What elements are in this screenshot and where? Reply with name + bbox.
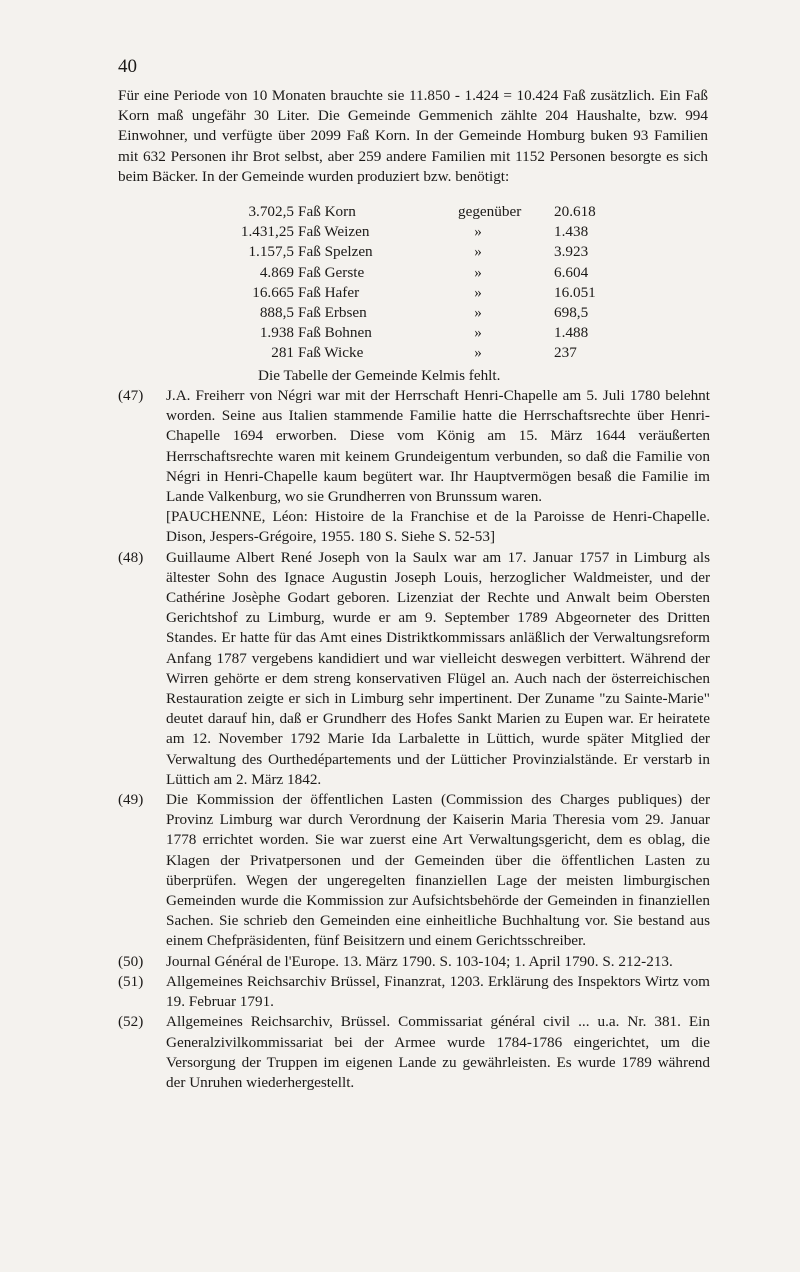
- intro-paragraph: Für eine Periode von 10 Monaten brauchte sie 11.850 - 1.424 = 10.424 Faß zusätzlich. Ein Faß Korn maß ungefähr 30 Liter. Die Gemeinde Gemmenich zählte 204 Haushalte, bzw. 994 Einwohner, und verfügte über 2099 Faß Korn. In der Gemeinde Homburg buken 93 Familien mit 632 Personen ihr Brot selbst, aber 259 andere Familien mit 1152 Personen besorgte es sich beim Bäcker. In der Gemeinde wurden produziert bzw. benötigt:: [118, 87, 708, 185]
- footnote-text: Journal Général de l'Europe. 13. März 1790. S. 103-104; 1. April 1790. S. 212-213.: [166, 952, 673, 970]
- crop-quantity: 281: [271, 344, 294, 362]
- crop-quantity: 888,5: [259, 303, 294, 321]
- crop-row: [118, 222, 708, 242]
- crop-compare: »: [474, 283, 482, 301]
- crop-value: 698,5: [554, 303, 589, 321]
- crop-row: [118, 343, 708, 363]
- footnote: [118, 972, 710, 1012]
- footnotes: [118, 386, 710, 1093]
- crop-quantity: 1.431,25: [240, 223, 294, 241]
- crop-name: Faß Korn: [298, 203, 356, 220]
- table-missing-note: Die Tabelle der Gemeinde Kelmis fehlt.: [258, 367, 501, 384]
- crop-value: 20.618: [554, 203, 596, 220]
- footnote-text: Guillaume Albert René Joseph von la Saulx war am 17. Januar 1757 in Limburg als ältester Sohn des Ignace Augustin Joseph Louis, herzoglicher Waldmeister, und der Cathérine Josèphe Godart geboren. Lizenziat der Rechte und Anwalt beim Obersten Gerichtshof zu Limburg, wurde er am 9. September 1789 Abgeorneter des Dritten Standes. Er hatte für das Amt eines Distriktkommissars anläßlich der Verwaltungsreform Anfang 1787 vergebens kandidiert und war vielleicht deswegen verbittert. Während der Wirren gehörte er dem streng konservativen Flügel an. Auch nach der österreichischen Restauration zeigte er sich in Limburg sehr impertinent. Der Zuname "zu Sainte-Marie" deutet darauf hin, daß er Grundherr des Hofes Sankt Marien zu Eupen war. Er heiratete am 12. November 1792 Marie Ida Larbalette in Lüttich, wurde später Mitglied der Verwaltung des Ourthedépartements und der Lütticher Provinzialstände. Er verstarb in Lüttich am 2. März 1842.: [166, 548, 710, 788]
- footnote: [118, 548, 710, 790]
- crop-name: Faß Spelzen: [298, 243, 373, 261]
- footnote-text: Allgemeines Reichsarchiv Brüssel, Finanzrat, 1203. Erklärung des Inspektors Wirtz vom 19. Februar 1791.: [166, 972, 710, 1011]
- crop-compare: »: [474, 223, 482, 241]
- crop-value: 3.923: [554, 243, 589, 261]
- crop-value: 6.604: [554, 263, 589, 281]
- footnote: [118, 1012, 710, 1093]
- crop-name: Faß Hafer: [298, 283, 360, 301]
- crop-compare: »: [474, 344, 482, 362]
- crop-name: Faß Erbsen: [298, 303, 367, 321]
- crop-name: Faß Wicke: [298, 344, 364, 362]
- crop-name: Faß Weizen: [298, 223, 370, 241]
- crop-row: [118, 323, 708, 343]
- crop-row: [118, 242, 708, 262]
- footnote-number: (48): [118, 548, 144, 566]
- crop-row: [118, 263, 708, 283]
- crop-value: 1.488: [554, 324, 589, 342]
- footnote-text: Allgemeines Reichsarchiv, Brüssel. Commissariat général civil ... u.a. Nr. 381. Ein Generalzivilkommissariat bei der Armee wurde 1784-1786 eingerichtet, um die Versorgung der Truppen im eigenen Lande zu gewährleisten. Es wurde 1789 während der Unruhen wiederhergestellt.: [166, 1013, 710, 1091]
- crop-quantity: 4.869: [259, 263, 294, 281]
- footnote-text: Die Kommission der öffentlichen Lasten (Commission des Charges publiques) der Provinz Limburg war durch Verordnung der Kaiserin Maria Theresia vom 29. Januar 1778 errichtet worden. Sie war zuerst eine Art Verwaltungsgericht, dem es oblag, die Klagen der Privatpersonen und der Gemeinden über die öffentlichen Lasten zu überprüfen. Wegen der ungeregelten finanziellen Lage der meisten limburgischen Gemeinden wurde die Kommission zur Aufsichtsbehörde der Gemeinden in finanziellen Sachen. Sie schrieb den Gemeinden eine einheitliche Buchhaltung vor. Sie bestand aus einem Chefpräsidenten, fünf Beisitzern und einem Gerichtsschreiber.: [166, 791, 710, 950]
- crop-row: [118, 202, 708, 222]
- crop-quantity: 1.157,5: [248, 243, 294, 261]
- crop-compare: gegenüber: [458, 203, 522, 220]
- crop-quantity: 3.702,5: [248, 203, 294, 220]
- footnote: [118, 790, 710, 952]
- crop-quantity: 16.665: [252, 283, 294, 301]
- crop-table: [118, 202, 708, 364]
- footnote: [118, 386, 710, 548]
- crop-compare: »: [474, 243, 482, 261]
- crop-compare: »: [474, 303, 482, 321]
- footnote-text: J.A. Freiherr von Négri war mit der Herrschaft Henri-Chapelle am 5. Juli 1780 belehnt worden. Seine aus Italien stammende Familie hatte die Herrschaftsrechte über Henri-Chapelle 1694 erworben. Diese vom König am 15. März 1644 veräußerten Herrschaftsrechte waren mit keinem Grundeigentum verbunden, so daß die Familie von Négri in Henri-Chapelle kaum begütert war. Ihr Hauptvermögen besaß die Familie im Lande Valkenburg, wo sie Grundherren von Brunssum waren.: [166, 387, 710, 506]
- crop-row: [118, 303, 708, 323]
- footnote-number: (52): [118, 1013, 144, 1031]
- footnote-number: (49): [118, 791, 144, 809]
- crop-value: 237: [554, 344, 577, 362]
- crop-value: 16.051: [554, 283, 596, 301]
- footnote-number: (50): [118, 952, 144, 970]
- crop-row: [118, 283, 708, 303]
- crop-name: Faß Bohnen: [298, 324, 372, 342]
- footnote-number: (47): [118, 387, 144, 404]
- crop-compare: »: [474, 263, 482, 281]
- crop-value: 1.438: [554, 223, 589, 241]
- crop-compare: »: [474, 324, 482, 342]
- footnote-text: [PAUCHENNE, Léon: Histoire de la Franchise et de la Paroisse de Henri-Chapelle. Dison, Jespers-Grégoire, 1955. 180 S. Siehe S. 52-53]: [166, 508, 710, 546]
- crop-name: Faß Gerste: [298, 263, 365, 281]
- footnote: [118, 952, 710, 972]
- page-number: 40: [118, 56, 137, 77]
- footnote-number: (51): [118, 972, 144, 990]
- crop-quantity: 1.938: [259, 324, 294, 342]
